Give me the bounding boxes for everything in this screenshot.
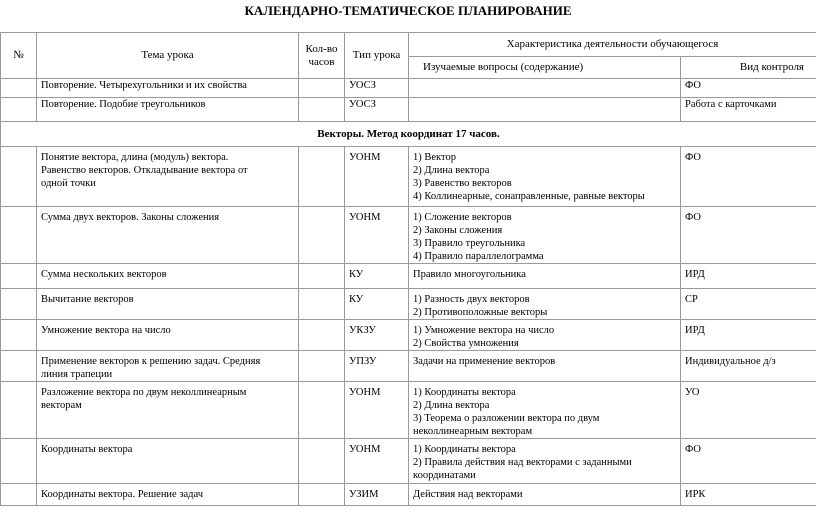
cell-topic (37, 147, 299, 207)
content-line: 3) Правило треугольника (413, 238, 526, 249)
cell-content (409, 207, 681, 264)
cell-hours (299, 484, 345, 506)
cell-hours (299, 320, 345, 351)
cell-type: УОСЗ (345, 79, 409, 98)
cell-num (1, 79, 37, 98)
cell-control: ИРД (681, 320, 816, 351)
content-line: 2) Длина вектора (413, 165, 490, 176)
cell-num (1, 351, 37, 382)
table-row (1, 289, 816, 320)
cell-content (409, 439, 681, 484)
cell-control: УО (681, 382, 816, 439)
header-row (1, 33, 816, 57)
cell-num (1, 382, 37, 439)
content-line: 1) Координаты вектора (413, 444, 516, 455)
table-row (1, 439, 816, 484)
content-line: 3) Теорема о разложении вектора по двум (413, 413, 600, 424)
cell-hours (299, 98, 345, 122)
cell-type: УОНМ (345, 382, 409, 439)
content-line: Действия над векторами (413, 489, 523, 500)
cell-topic (37, 484, 299, 506)
cell-content (409, 289, 681, 320)
topic-line: Координаты вектора. Решение задач (41, 489, 204, 500)
topic-line: Разложение вектора по двум неколлинеарным (41, 387, 247, 398)
cell-num (1, 439, 37, 484)
topic-line: Понятие вектора, длина (модуль) вектора. (41, 152, 229, 163)
cell-control: ФО (681, 79, 816, 98)
topic-line: Применение векторов к решению задач. Средняя (41, 356, 261, 367)
topic-line: Умножение вектора на число (41, 325, 171, 336)
cell-control: ФО (681, 439, 816, 484)
table-row (1, 382, 816, 439)
topic-line: одной точки (41, 178, 96, 189)
header-activity: Характеристика деятельности обучающегося (409, 33, 816, 57)
cell-content (409, 484, 681, 506)
cell-topic (37, 382, 299, 439)
content-line: 2) Длина вектора (413, 400, 490, 411)
cell-control: ФО (681, 147, 816, 207)
content-line: Правило многоугольника (413, 269, 526, 280)
content-line: 2) Законы сложения (413, 225, 503, 236)
cell-content (409, 147, 681, 207)
section-title: Векторы. Метод координат 17 часов. (1, 122, 816, 147)
content-line: 1) Координаты вектора (413, 387, 516, 398)
cell-hours (299, 207, 345, 264)
content-line: 1) Сложение векторов (413, 212, 512, 223)
content-line: 1) Разность двух векторов (413, 294, 530, 305)
page-title: КАЛЕНДАРНО-ТЕМАТИЧЕСКОЕ ПЛАНИРОВАНИЕ (244, 3, 572, 18)
content-line: 4) Правило параллелограмма (413, 251, 544, 262)
cell-num (1, 264, 37, 289)
cell-type: УОНМ (345, 147, 409, 207)
cell-type: УЗИМ (345, 484, 409, 506)
content-line: координатами (413, 470, 476, 481)
table-row (1, 79, 816, 98)
content-line: Задачи на применение векторов (413, 356, 556, 367)
planning-table (0, 32, 816, 506)
cell-type: УОСЗ (345, 98, 409, 122)
topic-line: Равенство векторов. Откладывание вектора от (41, 165, 248, 176)
content-line: 1) Вектор (413, 152, 456, 163)
table-row (1, 484, 816, 506)
cell-control: ИРД (681, 264, 816, 289)
cell-num (1, 289, 37, 320)
cell-hours (299, 351, 345, 382)
cell-control: ИРК (681, 484, 816, 506)
cell-topic (37, 289, 299, 320)
topic-line: Сумма двух векторов. Законы сложения (41, 212, 220, 223)
table-row (1, 207, 816, 264)
cell-hours (299, 289, 345, 320)
table-row (1, 351, 816, 382)
cell-num (1, 207, 37, 264)
cell-hours (299, 439, 345, 484)
cell-content (409, 320, 681, 351)
topic-line: векторам (41, 400, 82, 411)
cell-topic (37, 264, 299, 289)
cell-control: ФО (681, 207, 816, 264)
cell-content (409, 382, 681, 439)
cell-topic: Повторение. Четырехугольники и их свойства (37, 79, 299, 98)
cell-topic (37, 439, 299, 484)
content-line: 3) Равенство векторов (413, 178, 512, 189)
cell-topic (37, 351, 299, 382)
cell-control: Работа с карточками (681, 98, 816, 122)
content-line: 1) Умножение вектора на число (413, 325, 555, 336)
topic-line: Вычитание векторов (41, 294, 134, 305)
cell-control: СР (681, 289, 816, 320)
cell-num (1, 484, 37, 506)
cell-content (409, 264, 681, 289)
cell-control: Индивидуальное д/з (681, 351, 816, 382)
content-line: 2) Правила действия над векторами с заданными (413, 457, 632, 468)
cell-topic (37, 320, 299, 351)
topic-line: Координаты вектора (41, 444, 133, 455)
cell-hours (299, 147, 345, 207)
header-hours: Кол-во часов (299, 33, 345, 79)
cell-topic: Повторение. Подобие треугольников (37, 98, 299, 122)
table-row (1, 320, 816, 351)
cell-content (409, 79, 681, 98)
header-control: Вид контроля (681, 57, 816, 79)
cell-num (1, 147, 37, 207)
section-row (1, 122, 816, 147)
table-row (1, 147, 816, 207)
table-row (1, 98, 816, 122)
header-type: Тип урока (345, 33, 409, 79)
cell-hours (299, 79, 345, 98)
table-row (1, 264, 816, 289)
cell-type: КУ (345, 289, 409, 320)
content-line: 2) Противоположные векторы (413, 307, 548, 318)
cell-content (409, 351, 681, 382)
cell-type: УОНМ (345, 439, 409, 484)
cell-hours (299, 264, 345, 289)
content-line: 2) Свойства умножения (413, 338, 519, 349)
cell-hours (299, 382, 345, 439)
cell-type: УОНМ (345, 207, 409, 264)
header-questions: Изучаемые вопросы (содержание) (409, 57, 681, 79)
cell-num (1, 98, 37, 122)
content-line: неколлинеарным векторам (413, 426, 533, 437)
cell-type: УПЗУ (345, 351, 409, 382)
cell-type: КУ (345, 264, 409, 289)
header-num: № (1, 33, 37, 79)
cell-num (1, 320, 37, 351)
header-topic: Тема урока (37, 33, 299, 79)
cell-content (409, 98, 681, 122)
content-line: 4) Коллинеарные, сонаправленные, равные векторы (413, 191, 645, 202)
topic-line: Сумма нескольких векторов (41, 269, 167, 280)
cell-type: УКЗУ (345, 320, 409, 351)
topic-line: линия трапеции (41, 369, 113, 380)
cell-topic (37, 207, 299, 264)
